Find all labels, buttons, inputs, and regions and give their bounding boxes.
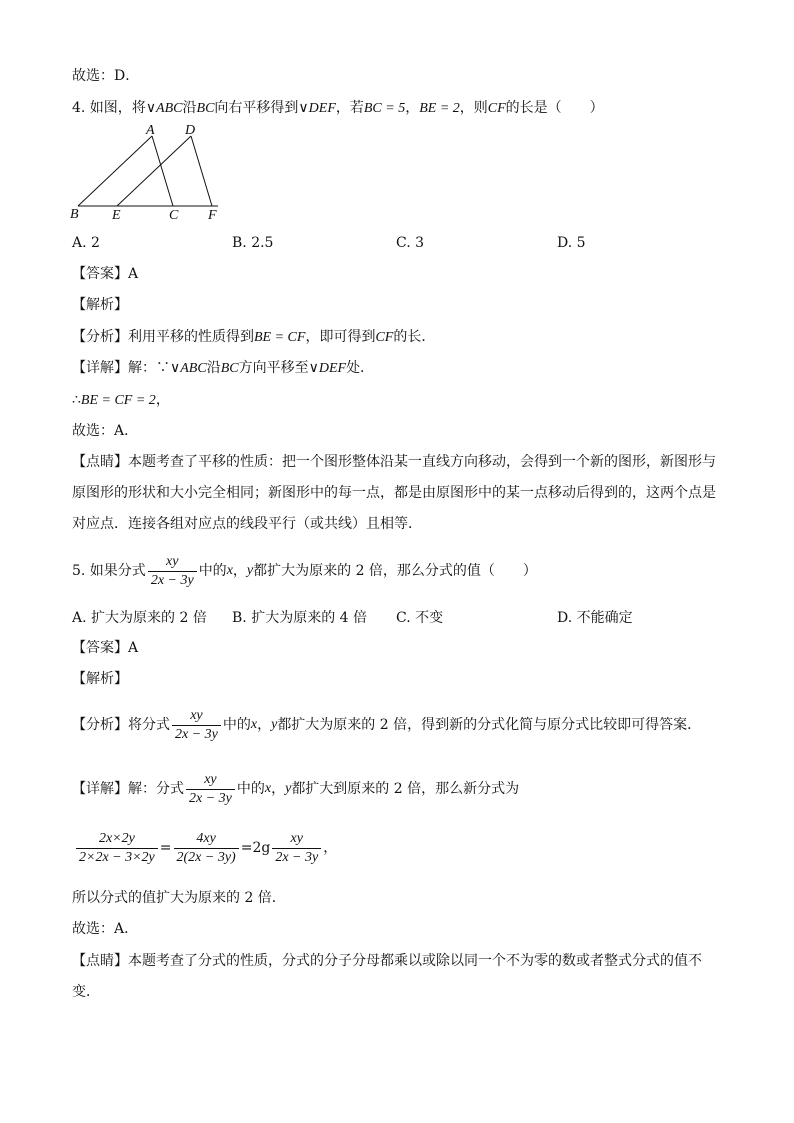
fraction-denominator: 2x − 3y <box>175 726 218 742</box>
q4-option-d: D. 5 <box>557 235 586 251</box>
q4-fenxi-cf: CF <box>375 330 394 345</box>
q5-option-b: B. 扩大为原来的 4 倍 <box>232 610 367 626</box>
fraction-denominator: 2x − 3y <box>150 572 194 588</box>
segment-cf: CF <box>487 101 506 116</box>
q5-conclusion: 所以分式的值扩大为原来的 2 倍． <box>72 890 286 906</box>
calc-fraction-1 <box>76 830 158 867</box>
variable-y: y <box>285 781 292 796</box>
q4-therefore-equation: BE = CF = 2 <box>80 393 156 408</box>
calc-fraction-2 <box>174 830 239 867</box>
q5-choose: 故选：A． <box>72 921 139 937</box>
fraction-xy-over-2x-3y <box>172 707 221 744</box>
q4-xiangjie-text: 方向平移至 <box>238 360 309 376</box>
calc-end: ， <box>323 840 338 856</box>
q5-option-c: C. 不变 <box>396 610 444 626</box>
calc-fraction-3 <box>272 830 321 867</box>
q4-fenxi-text: 【分析】利用平移的性质得到 <box>72 329 254 345</box>
calc-fraction-3-denominator: 2x − 3y <box>275 849 319 865</box>
translation-figure <box>66 122 226 222</box>
q4-option-b: B. 2.5 <box>232 235 274 251</box>
q5-answer: 【答案】A <box>72 640 139 656</box>
calc-fraction-2-denominator: 2(2x − 3y) <box>176 849 236 865</box>
q5-fenxi-text: 【分析】将分式 <box>72 717 170 733</box>
q4-xiangjie-triangle-abc: ∨ABC <box>170 361 207 376</box>
q5-stem-text: 5. 如果分式 <box>72 563 146 579</box>
q4-therefore-line <box>72 390 170 411</box>
q4-fenxi-equation: BE = CF <box>254 330 306 345</box>
calc-fraction-1-numerator: 2x×2y <box>76 830 158 849</box>
q5-xiangjie-text: 【详解】解：分式 <box>72 781 184 797</box>
q5-xiangjie <box>72 770 519 808</box>
q4-fenxi-text: 的长． <box>393 329 436 345</box>
q4-stem-text: ，若 <box>335 100 364 116</box>
q4-analysis-header: 【解析】 <box>72 297 128 313</box>
equals-2g: =2g <box>240 840 271 856</box>
q4-option-a: A. 2 <box>72 235 100 251</box>
fraction-numerator: xy <box>186 771 235 790</box>
q5-analysis-header: 【解析】 <box>72 671 128 687</box>
segment-df <box>191 136 212 206</box>
q5-option-a: A. 扩大为原来的 2 倍 <box>72 610 207 626</box>
variable-x: x <box>264 781 272 796</box>
therefore-symbol: ∴ <box>72 392 81 408</box>
q5-dianjing-line-2: 变． <box>72 984 100 1000</box>
equation-be: BE = 2 <box>419 101 460 116</box>
q4-dianjing-line-3: 对应点．连接各组对应点的线段平行（或共线）且相等． <box>72 516 422 532</box>
q4-dianjing-line-1: 【点睛】本题考查了平移的性质：把一个图形整体沿某一直线方向移动，会得到一个新的图形，新图形与 <box>72 454 716 470</box>
q4-stem-text: 4. 如图，将 <box>72 100 146 116</box>
q4-option-c: C. 3 <box>396 235 425 251</box>
q4-xiangjie-triangle-def: ∨DEF <box>308 361 347 376</box>
q4-therefore-end: ， <box>155 392 170 408</box>
q5-comma: ， <box>271 781 286 797</box>
equals-sign: = <box>159 840 172 856</box>
q4-fenxi-text: ，即可得到 <box>305 329 376 345</box>
q5-dianjing-line-1: 【点睛】本题考查了分式的性质，分式的分子分母都乘以或除以同一个不为零的数或者整式分式的值不 <box>72 953 702 969</box>
label-a: A <box>146 123 155 138</box>
q4-stem-text: ，则 <box>459 100 488 116</box>
fraction-denominator: 2x − 3y <box>189 790 232 806</box>
calc-fraction-1-denominator: 2×2x − 3×2y <box>79 849 155 865</box>
fraction-numerator: xy <box>172 707 221 726</box>
q4-xiangjie-text: 沿 <box>206 360 221 376</box>
triangle-def: ∨DEF <box>298 101 336 116</box>
q5-xiangjie-text: 都扩大到原来的 2 倍，那么新分式为 <box>291 781 520 797</box>
variable-y: y <box>271 717 278 732</box>
q4-xiangjie-bc: BC <box>220 361 239 376</box>
calc-fraction-3-numerator: xy <box>272 830 321 849</box>
previous-choice-line: 故选：D． <box>72 68 140 84</box>
q4-dianjing-line-2: 原图形的形状和大小完全相同；新图形中的每一点，都是由原图形中的某一点移动后得到的，这两个点是 <box>72 485 716 501</box>
q5-calculation <box>74 828 337 868</box>
q4-answer: 【答案】A <box>72 266 139 282</box>
q5-comma: ， <box>232 563 247 579</box>
label-b: B <box>70 207 79 222</box>
fraction-xy-over-2x-3y <box>186 771 235 808</box>
question-4-stem <box>72 98 604 119</box>
equation-bc: BC = 5 <box>363 101 406 116</box>
q5-fenxi-text: 都扩大为原来的 2 倍，得到新的分式化简与原分式比较即可得答案． <box>277 717 702 733</box>
label-c: C <box>169 208 179 222</box>
q4-xiangjie <box>72 358 374 379</box>
segment-bc: BC <box>196 101 215 116</box>
segment-ab <box>78 136 152 206</box>
q5-option-d: D. 不能确定 <box>557 610 633 626</box>
q5-xiangjie-text: 中的 <box>236 781 265 797</box>
q5-stem-text: 都扩大为原来的 2 倍，那么分式的值（ ） <box>253 563 537 579</box>
fraction-xy-over-2x-3y <box>148 553 197 590</box>
q4-fenxi <box>72 327 435 348</box>
segment-ac <box>152 136 173 206</box>
q4-xiangjie-text: 【详解】解：∵ <box>72 360 170 376</box>
q5-comma: ， <box>257 717 272 733</box>
label-d: D <box>185 123 196 138</box>
q4-stem-text: 向右平移得到 <box>214 100 299 116</box>
variable-x: x <box>250 717 258 732</box>
triangle-abc: ∨ABC <box>145 101 183 116</box>
label-f: F <box>208 208 217 222</box>
question-5-stem <box>72 552 537 590</box>
q4-xiangjie-text: 处． <box>346 360 375 376</box>
q5-fenxi <box>72 706 701 744</box>
q4-stem-text: 沿 <box>182 100 197 116</box>
q5-fenxi-text: 中的 <box>222 717 251 733</box>
variable-x: x <box>226 563 233 578</box>
segment-ed <box>117 136 191 206</box>
q4-choose: 故选：A． <box>72 423 139 439</box>
variable-y: y <box>246 563 254 578</box>
q4-stem-text: 的长是（ ） <box>505 100 604 116</box>
label-e: E <box>112 208 121 222</box>
q4-stem-text: ， <box>405 100 420 116</box>
fraction-numerator: xy <box>148 553 197 572</box>
q5-stem-text: 中的 <box>198 563 227 579</box>
calc-fraction-2-numerator: 4xy <box>174 830 239 849</box>
